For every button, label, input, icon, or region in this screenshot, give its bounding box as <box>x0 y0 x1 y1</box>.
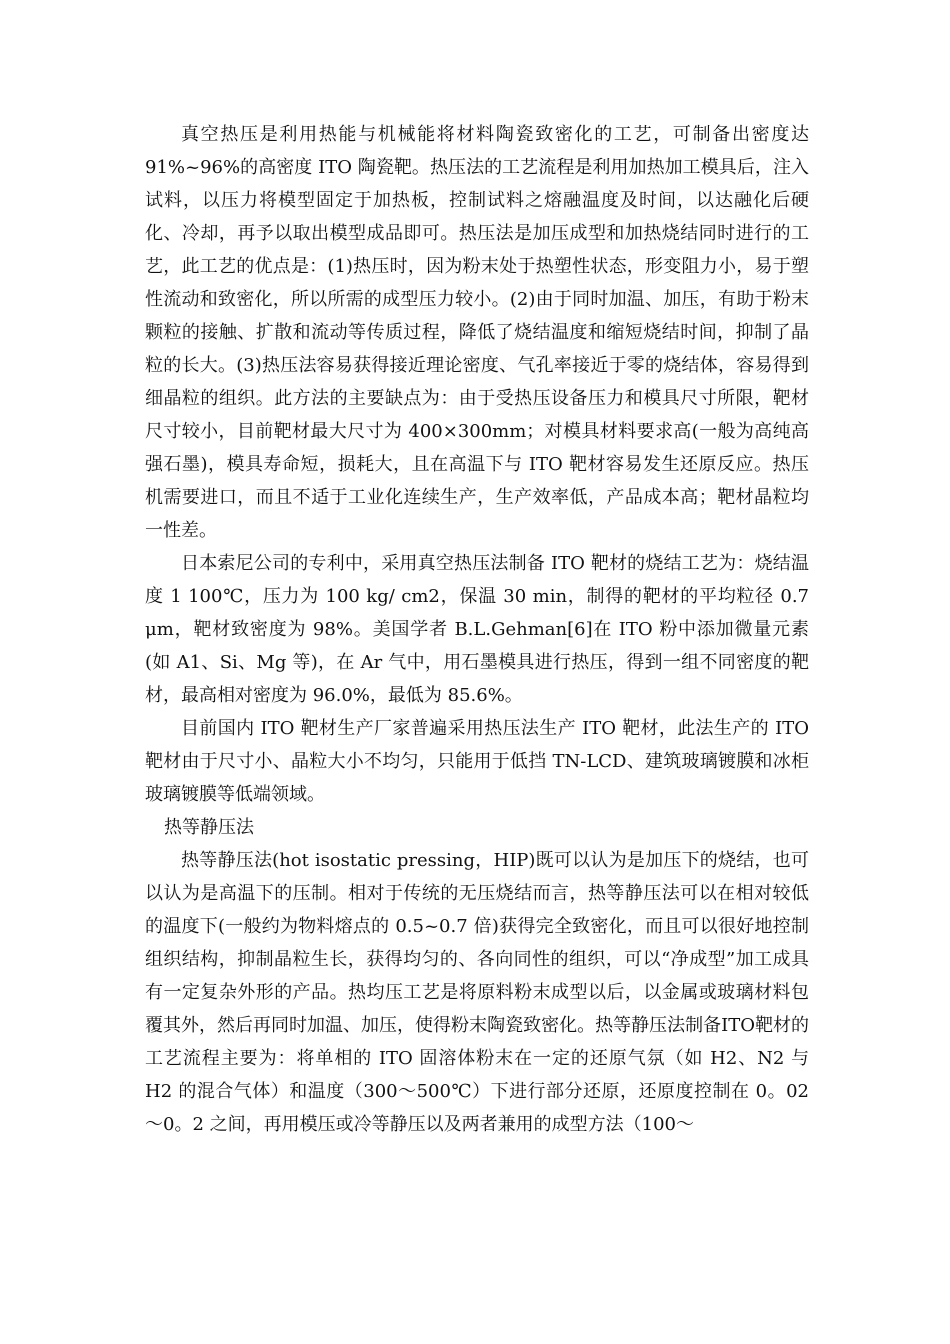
section-heading-hip: 热等静压法 <box>164 817 254 838</box>
paragraph-domestic-production: 目前国内 ITO 靶材生产厂家普遍采用热压法生产 ITO 靶材，此法生产的 ITO 靶材由于尺寸小、晶粒大小不均匀，只能用于低挡 TN-LCD、建筑玻璃镀膜和冰柜玻璃镀膜等低端领域。 <box>145 718 809 805</box>
paragraph-hot-isostatic-pressing: 热等静压法(hot isostatic pressing，HIP)既可以认为是加压下的烧结，也可以认为是高温下的压制。相对于传统的无压烧结而言，热等静压法可以在相对较低的温度下(一般约为物料熔点的 0.5~0.7 倍)获得完全致密化，而且可以很好地控制组织结构，抑制晶粒生长，获得均匀的、各向同性的组织，可以“净成型”加工成具有一定复杂外形的产品。热均压工艺是将原料粉末成型以后，以金属或玻璃材料包覆其外，然后再同时加温、加压，使得粉末陶瓷致密化。热等静压法制备ITO靶材的工艺流程主要为：将单相的 ITO 固溶体粉末在一定的还原气氛（如 H2、N2 与 H2 的混合气体）和温度（300～500℃）下进行部分还原，还原度控制在 0。02～0。2 之间，再用模压或冷等静压以及两者兼用的成型方法（100～ <box>145 850 809 1135</box>
paragraph-sony-patent: 日本索尼公司的专利中，采用真空热压法制备 ITO 靶材的烧结工艺为：烧结温度 1 100℃，压力为 100 kg/ cm2，保温 30 min，制得的靶材的平均粒径 0.7 μm，靶材致密度为 98%。美国学者 B.L.Gehman[6]在 ITO 粉中添加微量元素(如 A1、Si、Mg 等)，在 Ar 气中，用石墨模具进行热压，得到一组不同密度的靶材，最高相对密度为 96.0%，最低为 85.6%。 <box>145 553 809 706</box>
document-body <box>145 118 809 1141</box>
paragraph-vacuum-hot-pressing: 真空热压是利用热能与机械能将材料陶瓷致密化的工艺，可制备出密度达91%~96%的高密度 ITO 陶瓷靶。热压法的工艺流程是利用加热加工模具后，注入试料，以压力将模型固定于加热板，控制试料之熔融温度及时间，以达融化后硬化、冷却，再予以取出模型成品即可。热压法是加压成型和加热烧结同时进行的工艺，此工艺的优点是：(1)热压时，因为粉末处于热塑性状态，形变阻力小，易于塑性流动和致密化，所以所需的成型压力较小。(2)由于同时加温、加压，有助于粉末颗粒的接触、扩散和流动等传质过程，降低了烧结温度和缩短烧结时间，抑制了晶粒的长大。(3)热压法容易获得接近理论密度、气孔率接近于零的烧结体，容易得到细晶粒的组织。此方法的主要缺点为：由于受热压设备压力和模具尺寸所限，靶材尺寸较小，目前靶材最大尺寸为 400×300mm；对模具材料要求高(一般为高纯高强石墨)，模具寿命短，损耗大，且在高温下与 ITO 靶材容易发生还原反应。热压机需要进口，而且不适于工业化连续生产，生产效率低，产品成本高；靶材晶粒均一性差。 <box>145 124 809 541</box>
